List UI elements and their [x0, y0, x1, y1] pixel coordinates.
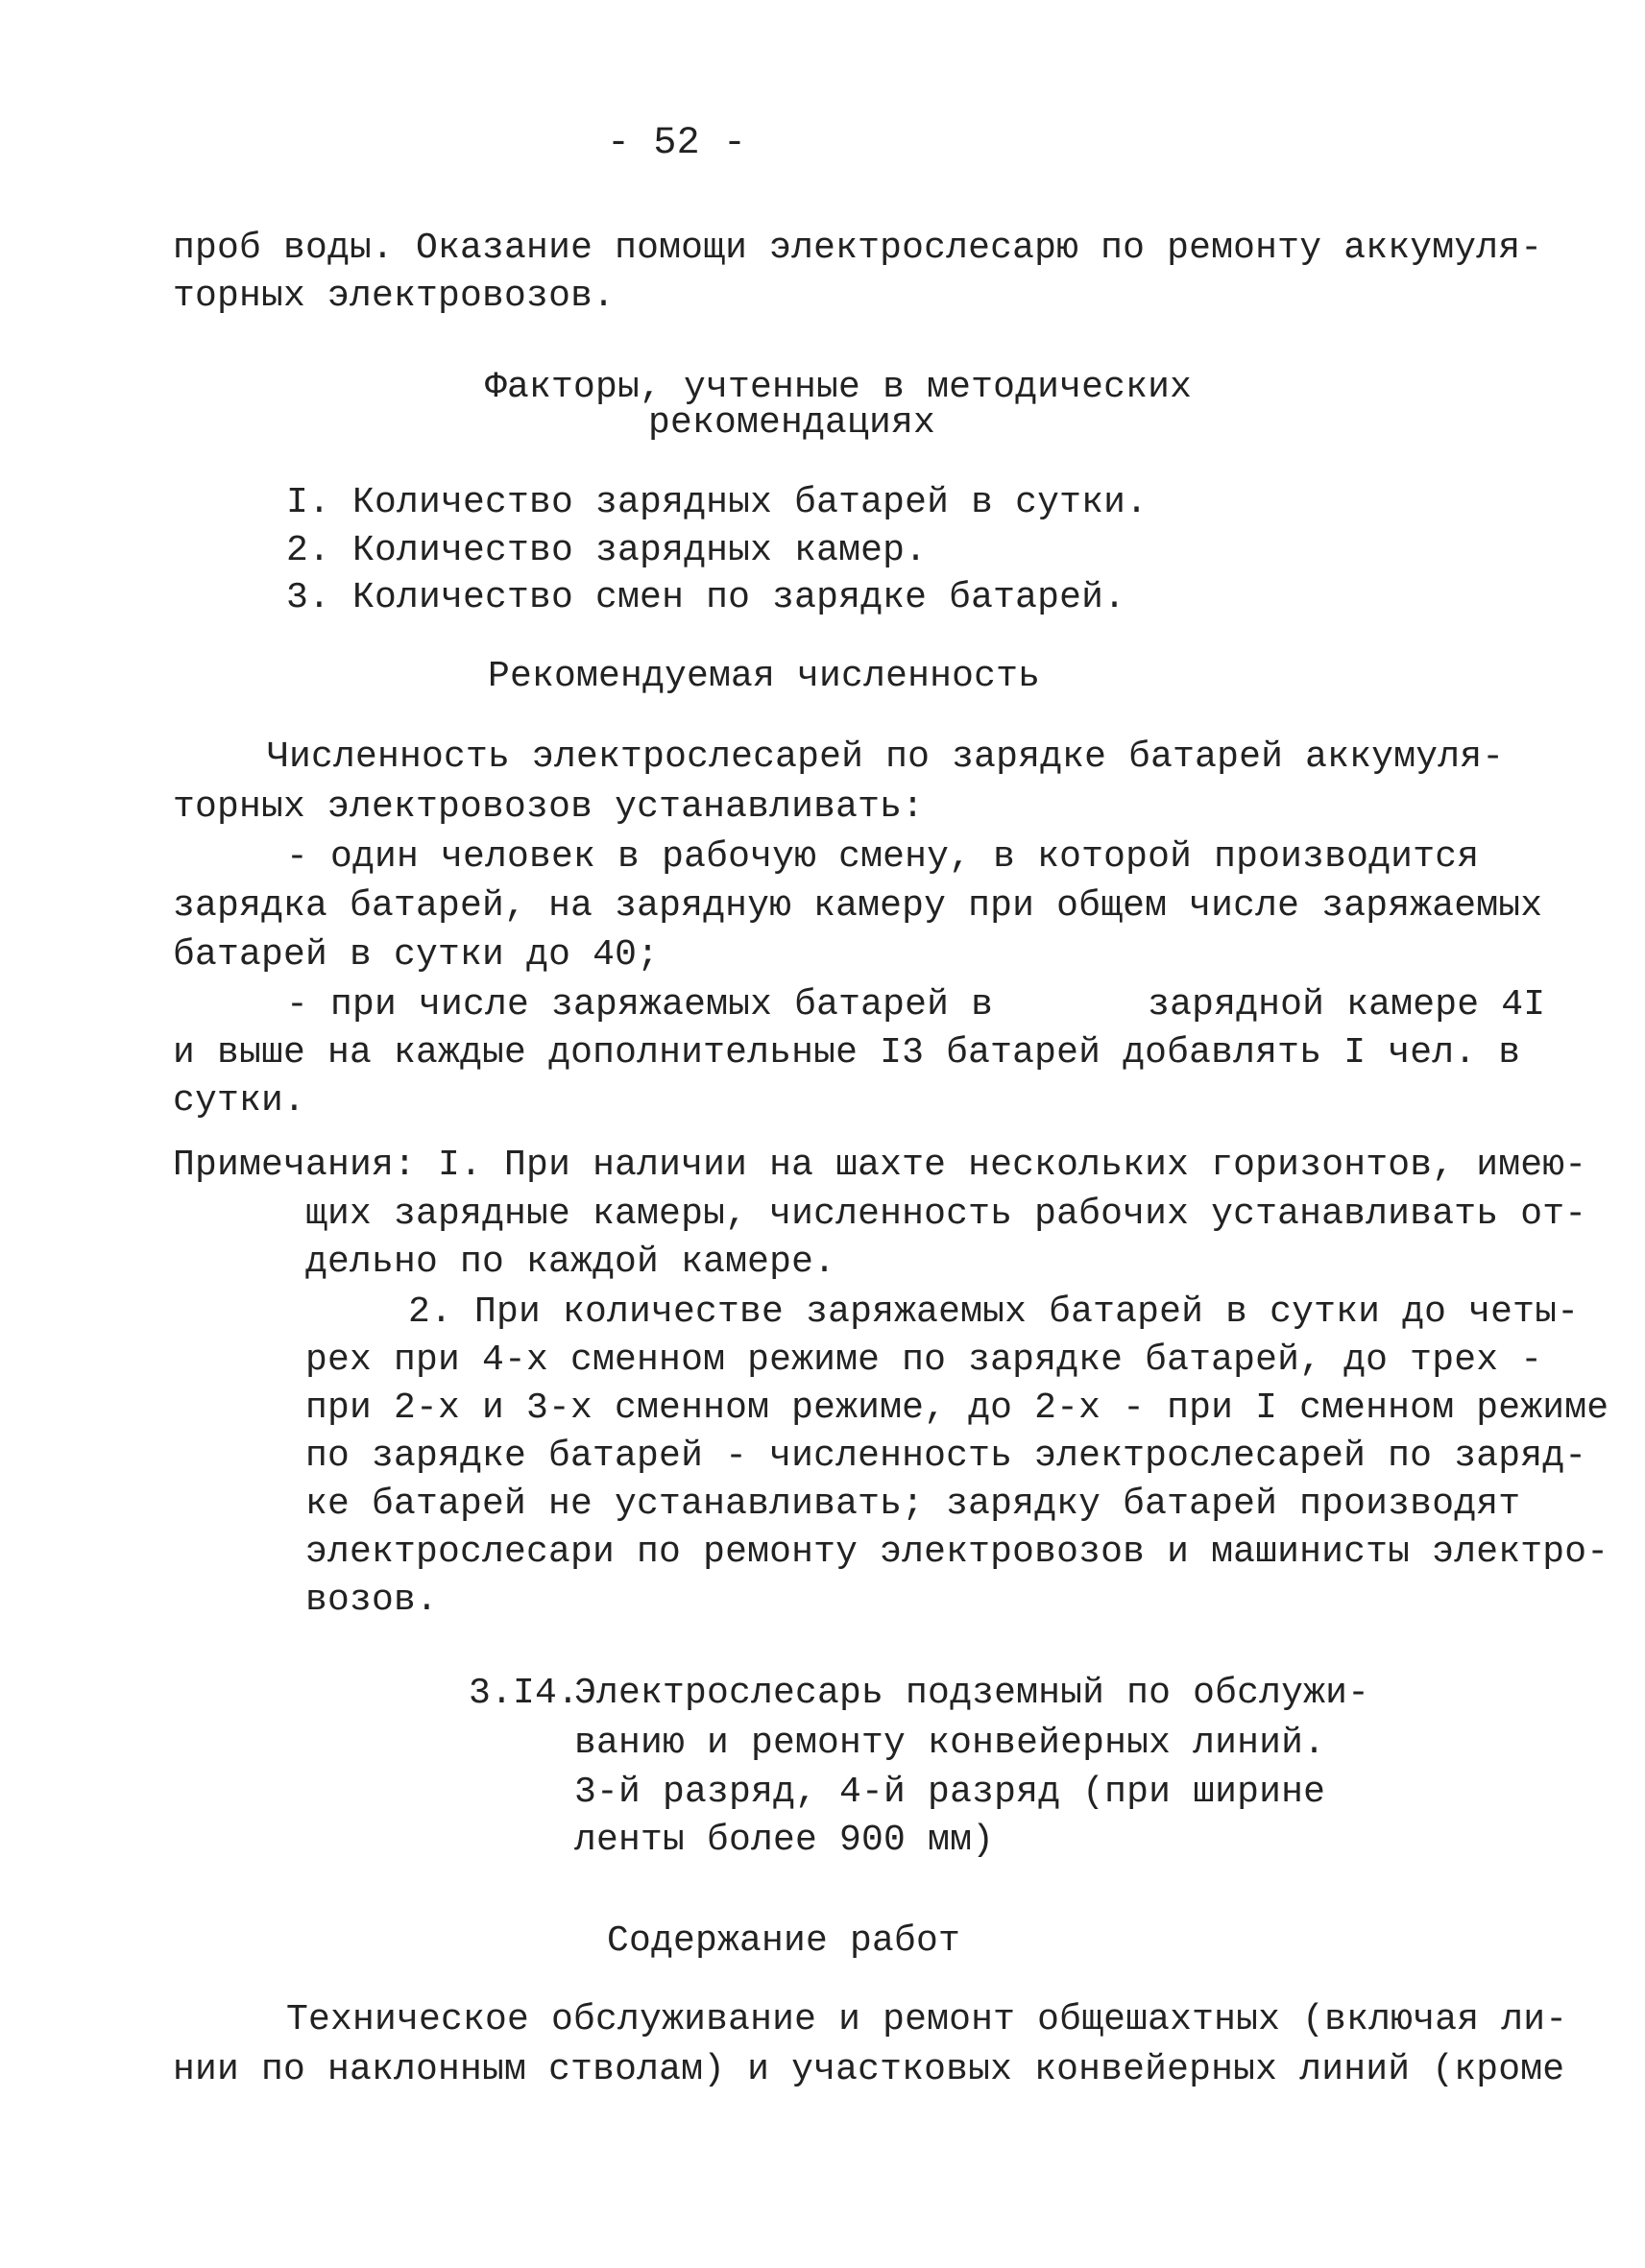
recommended-line-4: зарядка батарей, на зарядную камеру при общем числе заряжаемых: [173, 885, 1543, 927]
section-title-line-1: Электрослесарь подземный по обслужи-: [574, 1673, 1370, 1714]
content-heading: Содержание работ: [607, 1920, 961, 1962]
factors-heading-line-2: рекомендациях: [648, 402, 936, 444]
section-title-line-2: ванию и ремонту конвейерных линий.: [574, 1723, 1326, 1764]
intro-line-1: проб воды. Оказание помощи электрослесарю по ремонту аккумуля-: [173, 228, 1543, 269]
page-number: - 52 -: [607, 122, 747, 165]
notes-line-2: щих зарядные камеры, численность рабочих устанавливать от-: [305, 1194, 1587, 1235]
factor-item-3: 3. Количество смен по зарядке батарей.: [286, 577, 1126, 618]
recommended-heading: Рекомендуемая численность: [488, 656, 1041, 697]
section-number: 3.I4.: [469, 1673, 580, 1714]
recommended-line-1: Численность электрослесарей по зарядке батарей аккумуля-: [267, 736, 1505, 778]
notes-line-3: дельно по каждой камере.: [305, 1242, 836, 1283]
recommended-line-3: - один человек в рабочую смену, в которой производится: [286, 836, 1480, 878]
factor-item-2: 2. Количество зарядных камер.: [286, 530, 928, 571]
recommended-line-5: батарей в сутки до 40;: [173, 934, 660, 976]
recommended-line-8: сутки.: [173, 1080, 306, 1122]
recommended-line-2: торных электровозов устанавливать:: [173, 786, 925, 828]
notes-line-1: Примечания: I. При наличии на шахте нескольких горизонтов, имею-: [173, 1145, 1587, 1186]
notes-line-7: по зарядке батарей - численность электрослесарей по заряд-: [305, 1436, 1587, 1477]
recommended-line-7: и выше на каждые дополнительные I3 батарей добавлять I чел. в: [173, 1032, 1521, 1074]
recommended-line-6: - при числе заряжаемых батарей в зарядной камере 4I: [286, 984, 1546, 1025]
intro-line-2: торных электровозов.: [173, 276, 616, 317]
content-line-2: нии по наклонным стволам) и участковых конвейерных линий (кроме: [173, 2049, 1565, 2090]
content-line-1: Техническое обслуживание и ремонт общешахтных (включая ли-: [286, 1999, 1568, 2040]
section-title-line-4: ленты более 900 мм): [574, 1820, 995, 1861]
notes-line-4: 2. При количестве заряжаемых батарей в сутки до четы-: [408, 1291, 1580, 1333]
factors-heading-line-1: Факторы, учтенные в методических: [485, 367, 1193, 408]
notes-line-10: возов.: [305, 1580, 439, 1621]
notes-line-8: ке батарей не устанавливать; зарядку батарей производят: [305, 1484, 1521, 1525]
notes-line-6: при 2-х и 3-х сменном режиме, до 2-х - при I сменном режиме: [305, 1387, 1609, 1429]
notes-line-5: рех при 4-х сменном режиме по зарядке батарей, до трех -: [305, 1339, 1543, 1381]
notes-line-9: электрослесари по ремонту электровозов и машинисты электро-: [305, 1532, 1609, 1573]
factor-item-1: I. Количество зарядных батарей в сутки.: [286, 482, 1149, 523]
section-title-line-3: 3-й разряд, 4-й разряд (при ширине: [574, 1772, 1326, 1813]
